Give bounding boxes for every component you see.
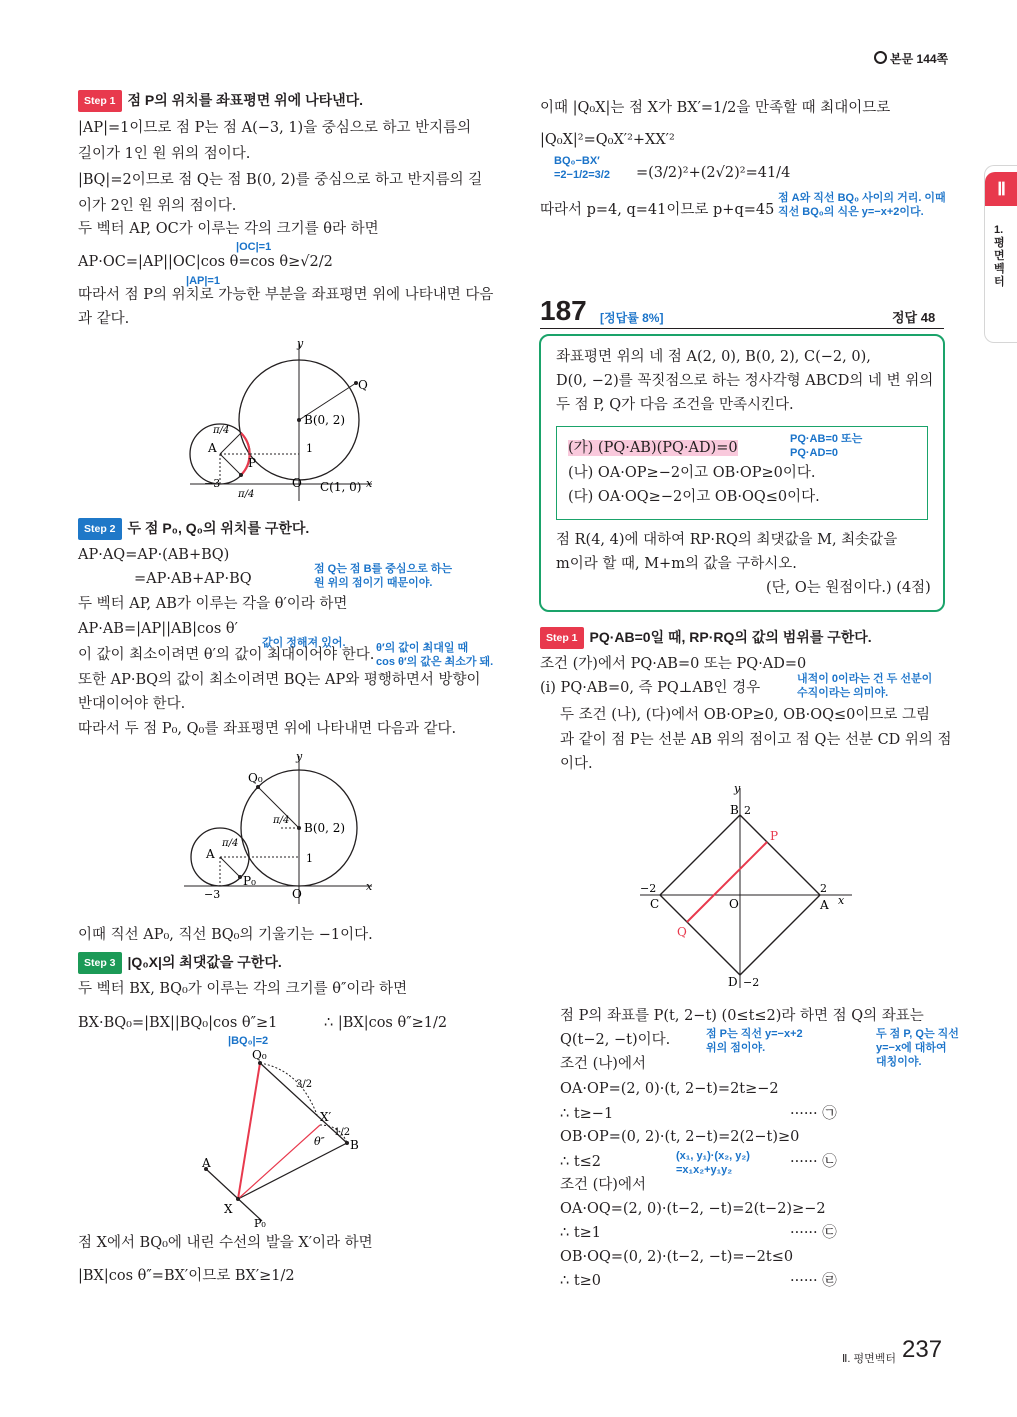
label-3over2: 3/2: [296, 1079, 313, 1090]
step2-heading: Step 2 두 점 P₀, Q₀의 위치를 구한다.: [78, 518, 309, 540]
note-inner-product: (x₁, y₁)·(x₂, y₂) =x₁x₂+y₁y₂: [676, 1150, 750, 1176]
text-line: 따라서 두 점 P₀, Q₀를 좌표평면 위에 나타내면 다음과 같다.: [78, 721, 457, 737]
axis-label-y: y: [734, 782, 741, 795]
problem-text: 좌표평면 위의 네 점 A(2, 0), B(0, 2), C(−2, 0),: [556, 349, 871, 365]
text-line: 과 같이 점 P는 선분 AB 위의 점이고 점 Q는 선분 CD 위의 점: [560, 732, 952, 748]
label-minus3: −3: [204, 477, 221, 490]
math-line: AP·OC=|AP||OC|cos θ=cos θ≥√2/2: [78, 254, 333, 270]
text-line: Q(t−2, −t)이다.: [560, 1032, 671, 1048]
math-line: ∴ t≥0: [560, 1273, 602, 1289]
math-line: =(3/2)²+(2√2)²=41/4: [636, 165, 791, 181]
divider: [540, 328, 944, 329]
label-B: B: [350, 1138, 359, 1152]
label-Xprime: X′: [320, 1110, 332, 1124]
label-P: P: [248, 456, 257, 470]
label-pi4: π/4: [273, 815, 290, 826]
math-line: =AP·AB+AP·BQ: [134, 571, 252, 587]
text-line: 이때 직선 AP₀, 직선 BQ₀의 기울기는 −1이다.: [78, 927, 373, 943]
math-line: ∴ |BX|cos θ″≥1/2: [324, 1015, 448, 1031]
condition-da: (다) OA·OQ≥−2이고 OB·OQ≤0이다.: [568, 489, 820, 505]
note-ap: |AP|=1: [186, 275, 220, 287]
note-bq0: |BQ₀|=2: [228, 1035, 269, 1047]
axis-label-x: x: [366, 477, 373, 490]
page-number: 237: [902, 1336, 943, 1363]
math-line: ∴ t≤2: [560, 1154, 602, 1170]
math-line: AP·AB=|AP||AB|cos θ′: [78, 621, 238, 637]
note-fixed: 값이 정해져 있어.: [262, 637, 346, 649]
math-line: BX·BQ₀=|BX||BQ₀|cos θ″≥1: [78, 1015, 278, 1031]
marker: ······ ㉢: [790, 1225, 837, 1241]
label-P0: P₀: [243, 874, 256, 888]
figure-triangle: [190, 1045, 370, 1230]
marker: ······ ㉡: [790, 1154, 837, 1170]
text-line: 이가 2인 원 위의 점이다.: [78, 198, 237, 214]
note-dot: 내적이 0이라는 건 두 선분이 수직이라는 의미야.: [797, 673, 933, 699]
circle-bullet-icon: [874, 51, 887, 64]
side-tab-roman: Ⅱ: [985, 172, 1017, 206]
label-theta: θ″: [314, 1135, 325, 1148]
label-Q0: Q₀: [248, 771, 263, 785]
step1-heading: Step 1 점 P의 위치를 좌표평면 위에 나타낸다.: [78, 90, 363, 112]
condition-na: (나) OA·OP≥−2이고 OB·OP≥0이다.: [568, 465, 816, 481]
note-pline: 점 P는 직선 y=−x+2 위의 점이야.: [706, 1028, 803, 1054]
label-pi4: π/4: [213, 425, 230, 436]
label-D: D: [728, 975, 738, 989]
label-pi4: π/4: [222, 838, 239, 849]
problem-text: 두 점 P, Q가 다음 조건을 만족시킨다.: [556, 397, 794, 413]
label-Q: Q: [677, 925, 687, 939]
step-badge: Step 2: [78, 518, 122, 540]
text-line: (ⅰ) PQ·AB=0, 즉 PQ⊥AB인 경우: [540, 680, 761, 696]
note-ga: PQ·AB=0 또는 PQ·AD=0: [790, 433, 863, 459]
problem-text: 점 R(4, 4)에 대하여 RP·RQ의 최댓값을 M, 최솟값을: [556, 532, 898, 548]
step1-heading-right: Step 1 PQ·AB=0일 때, RP·RQ의 값의 범위를 구한다.: [540, 627, 872, 649]
label-B: B: [730, 803, 739, 817]
step-badge: Step 1: [78, 90, 122, 112]
text-line: 조건 (다)에서: [560, 1177, 646, 1193]
label-P0: P₀: [254, 1217, 266, 1230]
side-tab[interactable]: [984, 165, 1017, 343]
label-O: O: [729, 897, 739, 911]
header-ref: 본문 144쪽: [874, 50, 948, 67]
label-C: C: [650, 897, 660, 911]
math-line: ∴ t≥1: [560, 1225, 602, 1241]
note-theta: θ′의 값이 최대일 때 cos θ′의 값은 최소가 돼.: [376, 642, 494, 668]
label-2: 2: [820, 882, 827, 895]
label-P: P: [770, 829, 779, 843]
accuracy-rate: [정답률 8%]: [600, 311, 664, 325]
side-tab-label: 1. 평면벡터: [994, 224, 1005, 288]
math-line: 따라서 p=4, q=41이므로 p+q=45: [540, 202, 775, 218]
label-1over2: 1/2: [334, 1127, 351, 1138]
text-line: 따라서 점 P의 위치로 가능한 부분을 좌표평면 위에 나타내면 다음: [78, 287, 494, 303]
label-1: 1: [306, 442, 313, 455]
text-line: 이때 |Q₀X|는 점 X가 BX′=1/2을 만족할 때 최대이므로: [540, 100, 891, 116]
problem-text: (단, O는 원점이다.) (4점): [766, 580, 931, 596]
label-minus3: −3: [204, 888, 221, 901]
label-A: A: [206, 847, 215, 861]
label-A: A: [208, 441, 217, 455]
math-line: OB·OP=(0, 2)·(t, 2−t)=2(2−t)≥0: [560, 1129, 800, 1145]
text-line: 이 값이 최소이려면 θ′의 값이 최대이어야 한다.: [78, 647, 375, 663]
math-line: ∴ t≥−1: [560, 1106, 614, 1122]
figure-circles-1: [180, 335, 380, 505]
label-pi4: π/4: [238, 489, 255, 500]
label-1: 1: [306, 852, 313, 865]
text-line: 과 같다.: [78, 311, 130, 327]
text-line: 두 벡터 BX, BQ₀가 이루는 각의 크기를 θ″이라 하면: [78, 981, 408, 997]
text-line: |AP|=1이므로 점 P는 점 A(−3, 1)을 중심으로 하고 반지름의: [78, 120, 472, 136]
math-line: OB·OQ=(0, 2)·(t−2, −t)=−2t≤0: [560, 1249, 794, 1265]
answer-label: 정답 48: [892, 310, 936, 325]
problem-text: D(0, −2)를 꼭짓점으로 하는 정사각형 ABCD의 네 변 위의: [556, 373, 934, 389]
text-line: 두 벡터 AP, OC가 이루는 각의 크기를 θ라 하면: [78, 221, 379, 237]
step-badge: Step 1: [540, 627, 584, 649]
label-Q0: Q₀: [252, 1048, 267, 1062]
marker: ······ ㉠: [790, 1106, 837, 1122]
axis-label-x: x: [838, 894, 845, 907]
text-line: 점 P의 좌표를 P(t, 2−t) (0≤t≤2)라 하면 점 Q의 좌표는: [560, 1008, 924, 1024]
label-B: B(0, 2): [304, 413, 346, 427]
label-minus2: −2: [640, 882, 657, 895]
label-O: O: [292, 476, 302, 490]
problem-text: m이라 할 때, M+m의 값을 구하시오.: [556, 556, 797, 572]
text-line: 반대이어야 한다.: [78, 696, 186, 712]
text-line: 두 벡터 AP, AB가 이루는 각을 θ′이라 하면: [78, 596, 348, 612]
label-2: 2: [744, 804, 751, 817]
condition-ga: (가) (PQ·AB)(PQ·AD)=0: [568, 440, 738, 456]
text-line: 조건 (나)에서: [560, 1056, 646, 1072]
label-O: O: [292, 887, 302, 901]
axis-label-x: x: [366, 880, 373, 893]
note-oc: |OC|=1: [236, 241, 272, 253]
math-line: OA·OP=(2, 0)·(t, 2−t)=2t≥−2: [560, 1081, 779, 1097]
math-line: OA·OQ=(2, 0)·(t−2, −t)=2(t−2)≥−2: [560, 1201, 826, 1217]
figure-circles-2: [180, 750, 380, 910]
math-line: |Q₀X|²=Q₀X′²+XX′²: [540, 132, 675, 148]
axis-label-y: y: [297, 337, 304, 350]
text-line: 두 조건 (나), (다)에서 OB·OP≥0, OB·OQ≤0이므로 그림: [560, 707, 931, 723]
note-bq: 점 Q는 점 B를 중심으로 하는 원 위의 점이기 때문이야.: [314, 563, 453, 589]
label-A: A: [820, 898, 829, 912]
axis-label-y: y: [296, 750, 303, 763]
text-line: |BQ|=2이므로 점 Q는 점 B(0, 2)를 중심으로 하고 반지름의 길: [78, 172, 483, 188]
text-line: 이다.: [560, 756, 593, 772]
step-badge: Step 3: [78, 952, 122, 974]
marker: ······ ㉣: [790, 1273, 837, 1289]
label-minus2: −2: [743, 976, 760, 989]
text-line: 조건 (가)에서 PQ·AB=0 또는 PQ·AD=0: [540, 656, 807, 672]
text-line: 또한 AP·BQ의 값이 최소이려면 BQ는 AP와 평행하면서 방향이: [78, 672, 481, 688]
note-bq0bx: BQ₀−BX′ =2−1/2=3/2: [554, 155, 610, 181]
label-B: B(0, 2): [304, 821, 346, 835]
math-line: AP·AQ=AP·(AB+BQ): [78, 547, 230, 563]
label-Q: Q: [358, 378, 368, 392]
label-X: X: [224, 1202, 233, 1216]
text-line: 점 X에서 BQ₀에 내린 수선의 발을 X′이라 하면: [78, 1235, 373, 1251]
label-C: C(1, 0): [320, 480, 362, 494]
figure-square: [630, 780, 860, 995]
text-line: 길이가 1인 원 위의 점이다.: [78, 146, 251, 162]
footer-chapter: Ⅱ. 평면벡터: [842, 1353, 897, 1365]
problem-number: 187: [540, 295, 587, 326]
label-A: A: [202, 1156, 211, 1170]
step3-heading: Step 3 |Q₀X|의 최댓값을 구한다.: [78, 952, 282, 974]
note-symmetry: 두 점 P, Q는 직선 y=−x에 대하여 대칭이야.: [876, 1028, 959, 1068]
math-line: |BX|cos θ″=BX′이므로 BX′≥1/2: [78, 1268, 295, 1284]
note-distance: 점 A와 직선 BQ₀ 사이의 거리. 이때 직선 BQ₀의 식은 y=−x+2이다.: [778, 192, 946, 218]
